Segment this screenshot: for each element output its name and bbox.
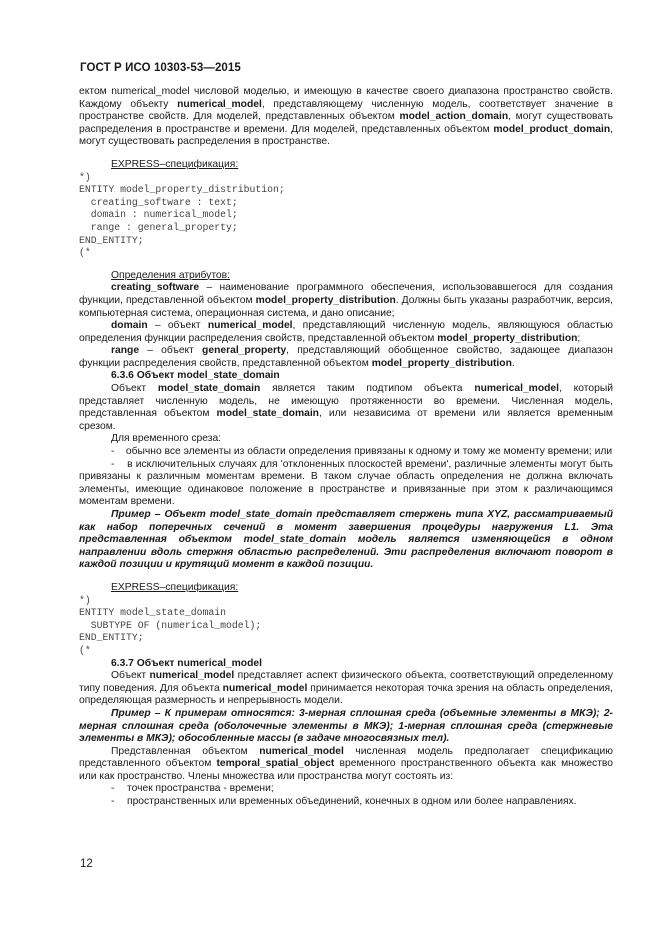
express-code-2: *) ENTITY model_state_domain SUBTYPE OF (numerical_model); END_ENTITY; (* — [79, 594, 262, 656]
page-content — [79, 86, 613, 809]
page-number: 12 — [80, 858, 93, 870]
section-6-3-6-paragraph: Объект model_state_domain является таким подтипом объекта numerical_model, который представляет численную модель, не имеющую протяженности во времени. Численная модель, представленная объектом model_state_domain, или независима от времени или является временным срезом. — [79, 383, 613, 432]
section-heading-6-3-6: 6.3.6 Объект model_state_domain — [111, 370, 280, 382]
example-paragraph: Пример – Объект model_state_domain представляет стержень типа XYZ, рассматриваемый как набор поперечных сечений в момент завершения процедуры нагружения L1. Эта представленная объектом model_state_domain модель является изменяющейся в одном направлении вдоль стержня областью распределений. Эти распределения включают поворот в каждой позиции и крутящий момент в каждой позиции. — [79, 509, 613, 571]
attributes-heading: Определения атрибутов: — [111, 269, 230, 281]
section-6-3-7-paragraph: Объект numerical_model представляет аспект физического объекта, соответствующий определенному типу поведения. Для объекта numerical_model принимается некоторая точка зрения на область определения, определяющая размерность и непрерывность модели. — [79, 670, 613, 707]
express-code-1: *) ENTITY model_property_distribution; creating_software : text; domain : numerical_model; range : general_property; END_ENTITY; (* — [79, 171, 285, 259]
time-slice-intro: Для временного среза: — [111, 433, 222, 445]
express-heading-2: EXPRESS–спецификация: — [111, 581, 239, 593]
page-header: ГОСТ Р ИСО 10303-53—2015 — [80, 62, 241, 74]
section-6-3-7-paragraph-2: Представленная объектом numerical_model численная модель предполагает спецификацию представленного объектом temporal_spatial_object временного пространственного объекта как множество или как пространство. Члены множества или пространства могут состоять из: — [79, 745, 614, 782]
express-heading-1: EXPRESS–спецификация: — [111, 158, 239, 170]
attribute-creating-software: creating_software – наименование программного обеспечения, использовавшегося для создания функции, представленной объектом model_property_distribution. Должны быть указаны разработчик, версия, компьютерная система, операционная система, и дано описание; — [79, 282, 613, 319]
list-item: - точек пространства - времени; — [111, 783, 274, 795]
list-item: - пространственных или временных объединений, конечных в одном или более направлениях. — [111, 796, 577, 808]
list-item: - обычно все элементы из области определения привязаны к одному и тому же моменту времени; или — [111, 446, 613, 458]
section-heading-6-3-7: 6.3.7 Объект numerical_model — [111, 657, 262, 669]
list-item: - в исключительных случаях для 'отклоненных плоскостей времени', различные элементы могут быть привязаны к различным моментам времени. В таком случае область определения не должна включать элементы, имеющие одинаковое положение в пространстве и привязанные при этом к различающимся моментам времени. — [79, 458, 614, 508]
attribute-range: range – объект general_property, представляющий обобщенное свойство, задающее диапазон функции распределения свойств, представленной объектом model_property_distribution. — [79, 345, 613, 369]
intro-paragraph: ектом numerical_model числовой моделью, и имеющую в качестве своего диапазона пространство свойств. Каждому объекту numerical_model, представляющему численную модель, соответствует значение в пространстве свойств. Для моделей, представленных объектом model_action_domain, могут существовать распределения в пространстве и времени. Для моделей, представленных объектом model_product_domain, могут существовать распределения в пространстве. — [79, 86, 613, 148]
attribute-domain: domain – объект numerical_model, представляющий численную модель, являющуюся областью определения функции распределения свойств, представленной объектом model_property_distribution; — [79, 320, 613, 344]
example-paragraph: Пример – К примерам относятся: 3-мерная сплошная среда (объемные элементы в МКЭ); 2-мерная сплошная среда (оболочечные элементы в МКЭ); 1-мерная сплошная среда (стержневые элементы в МКЭ); обособленные массы (в задаче многосвязных тел). — [79, 707, 613, 745]
